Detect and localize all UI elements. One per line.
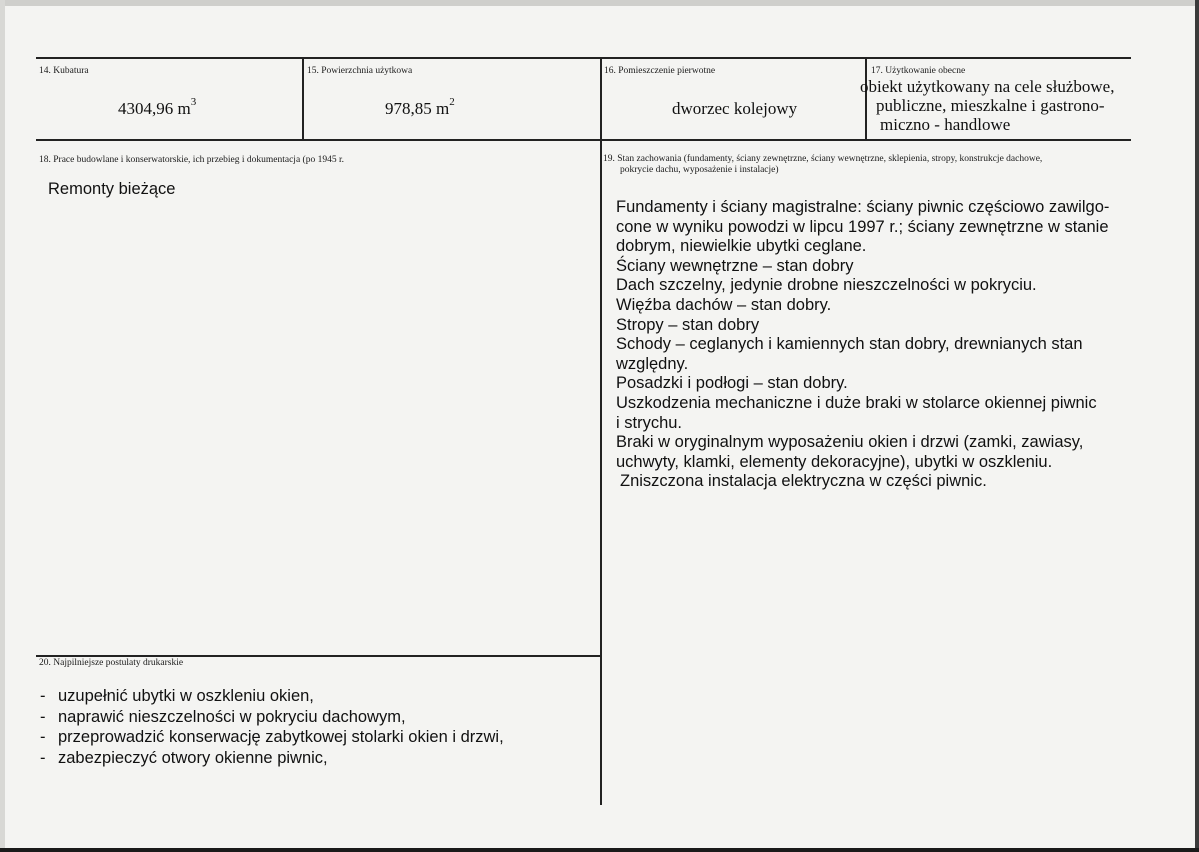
field-16-label: 16. Pomieszczenie pierwotne — [604, 66, 716, 76]
field-17-line: obiekt użytkowany na cele służbowe, — [860, 77, 1115, 96]
field-19-line: Fundamenty i ściany magistralne: ściany piwnic częściowo zawilgo- — [616, 198, 1110, 216]
postulate-text: uzupełnić ubytki w oszkleniu okien, — [58, 687, 314, 705]
field-19-line: Stropy – stan dobry — [616, 315, 760, 334]
field-19-value — [616, 198, 1109, 492]
postulate-text: zabezpieczyć otwory okienne piwnic, — [58, 748, 328, 767]
field-20-list — [40, 686, 504, 768]
postulate-item — [40, 707, 504, 728]
postulate-dash: - — [40, 748, 46, 767]
form-top-border — [36, 57, 1131, 59]
field-19-label — [603, 154, 1042, 176]
field-19-line: Posadzki i podłogi – stan dobry. — [616, 374, 848, 393]
field-14-value — [118, 96, 197, 119]
field-20-label: 20. Najpilniejsze postulaty drukarskie — [39, 658, 184, 668]
field-19-line: dobrym, niewielkie ubytki ceglane. — [616, 237, 867, 256]
field-19-line: Braki w oryginalnym wyposażeniu okien i drzwi (zamki, zawiasy, — [616, 433, 1084, 452]
postulate-dash: - — [40, 687, 46, 705]
field-19-label-line: 19. Stan zachowania (fundamenty, ściany zewnętrzne, ściany wewnętrzne, sklepienia, stropy, konstrukcje dachowe, — [603, 154, 1043, 164]
divider-14-15 — [302, 57, 304, 140]
field-14-unit-exponent: 3 — [190, 96, 197, 109]
field-15-unit-exponent: 2 — [449, 96, 455, 109]
field-16-value: dworzec kolejowy — [672, 99, 798, 118]
postulate-text: naprawić nieszczelności w pokryciu dachowym, — [58, 707, 406, 726]
field-19-line: Zniszczona instalacja elektryczna w części piwnic. — [620, 472, 987, 491]
field-14-number: 4304,96 m — [118, 99, 191, 118]
field-19-line: Dach szczelny, jedynie drobne nieszczelności w pokryciu. — [616, 276, 1037, 295]
field-18-label: 18. Prace budowlane i konserwatorskie, ich przebieg i dokumentacja (po 1945 r. — [39, 155, 344, 165]
section20-top-border — [36, 655, 602, 657]
field-17-line: publiczne, mieszkalne i gastrono- — [876, 96, 1105, 115]
postulate-dash: - — [40, 728, 46, 746]
field-14-label: 14. Kubatura — [39, 66, 89, 76]
row1-bottom-border — [36, 139, 1131, 141]
postulate-item — [40, 686, 504, 707]
field-19-label-line: pokrycie dachu, wyposażenie i instalacje) — [620, 165, 779, 175]
scan-edge-right — [1195, 0, 1199, 852]
field-19-line: uchwyty, klamki, elementy dekoracyjne), ubytki w oszkleniu. — [616, 452, 1053, 471]
postulate-text: przeprowadzić konserwację zabytkowej stolarki okien i drzwi, — [58, 728, 504, 746]
field-19-line: Ściany wewnętrzne – stan dobry — [616, 256, 854, 275]
field-17-value — [860, 77, 1114, 134]
field-15-value — [385, 96, 455, 119]
field-19-line: Uszkodzenia mechaniczne i duże braki w stolarce okiennej piwnic — [616, 393, 1097, 412]
scan-edge-top — [0, 0, 1199, 6]
scan-edge-bottom — [0, 848, 1199, 852]
field-17-label: 17. Użytkowanie obecne — [871, 66, 966, 76]
field-19-line: Schody – ceglanych i kamiennych stan dobry, drewnianych stan — [616, 335, 1083, 354]
postulate-item — [40, 748, 504, 769]
field-15-label: 15. Powierzchnia użytkowa — [307, 66, 413, 76]
field-19-line: cone w wyniku powodzi w lipcu 1997 r.; ściany zewnętrzne w stanie — [616, 217, 1109, 236]
postulate-item — [40, 727, 504, 748]
divider-main — [600, 57, 602, 805]
field-19-line: względny. — [616, 354, 689, 373]
field-19-line: Więźba dachów – stan dobry. — [616, 295, 832, 314]
postulate-dash: - — [40, 707, 46, 726]
scan-edge-left — [0, 0, 5, 852]
field-17-line: miczno - handlowe — [880, 115, 1011, 134]
field-19-line: i strychu. — [616, 413, 683, 432]
field-18-value: Remonty bieżące — [48, 180, 176, 198]
field-15-number: 978,85 m — [385, 99, 450, 118]
